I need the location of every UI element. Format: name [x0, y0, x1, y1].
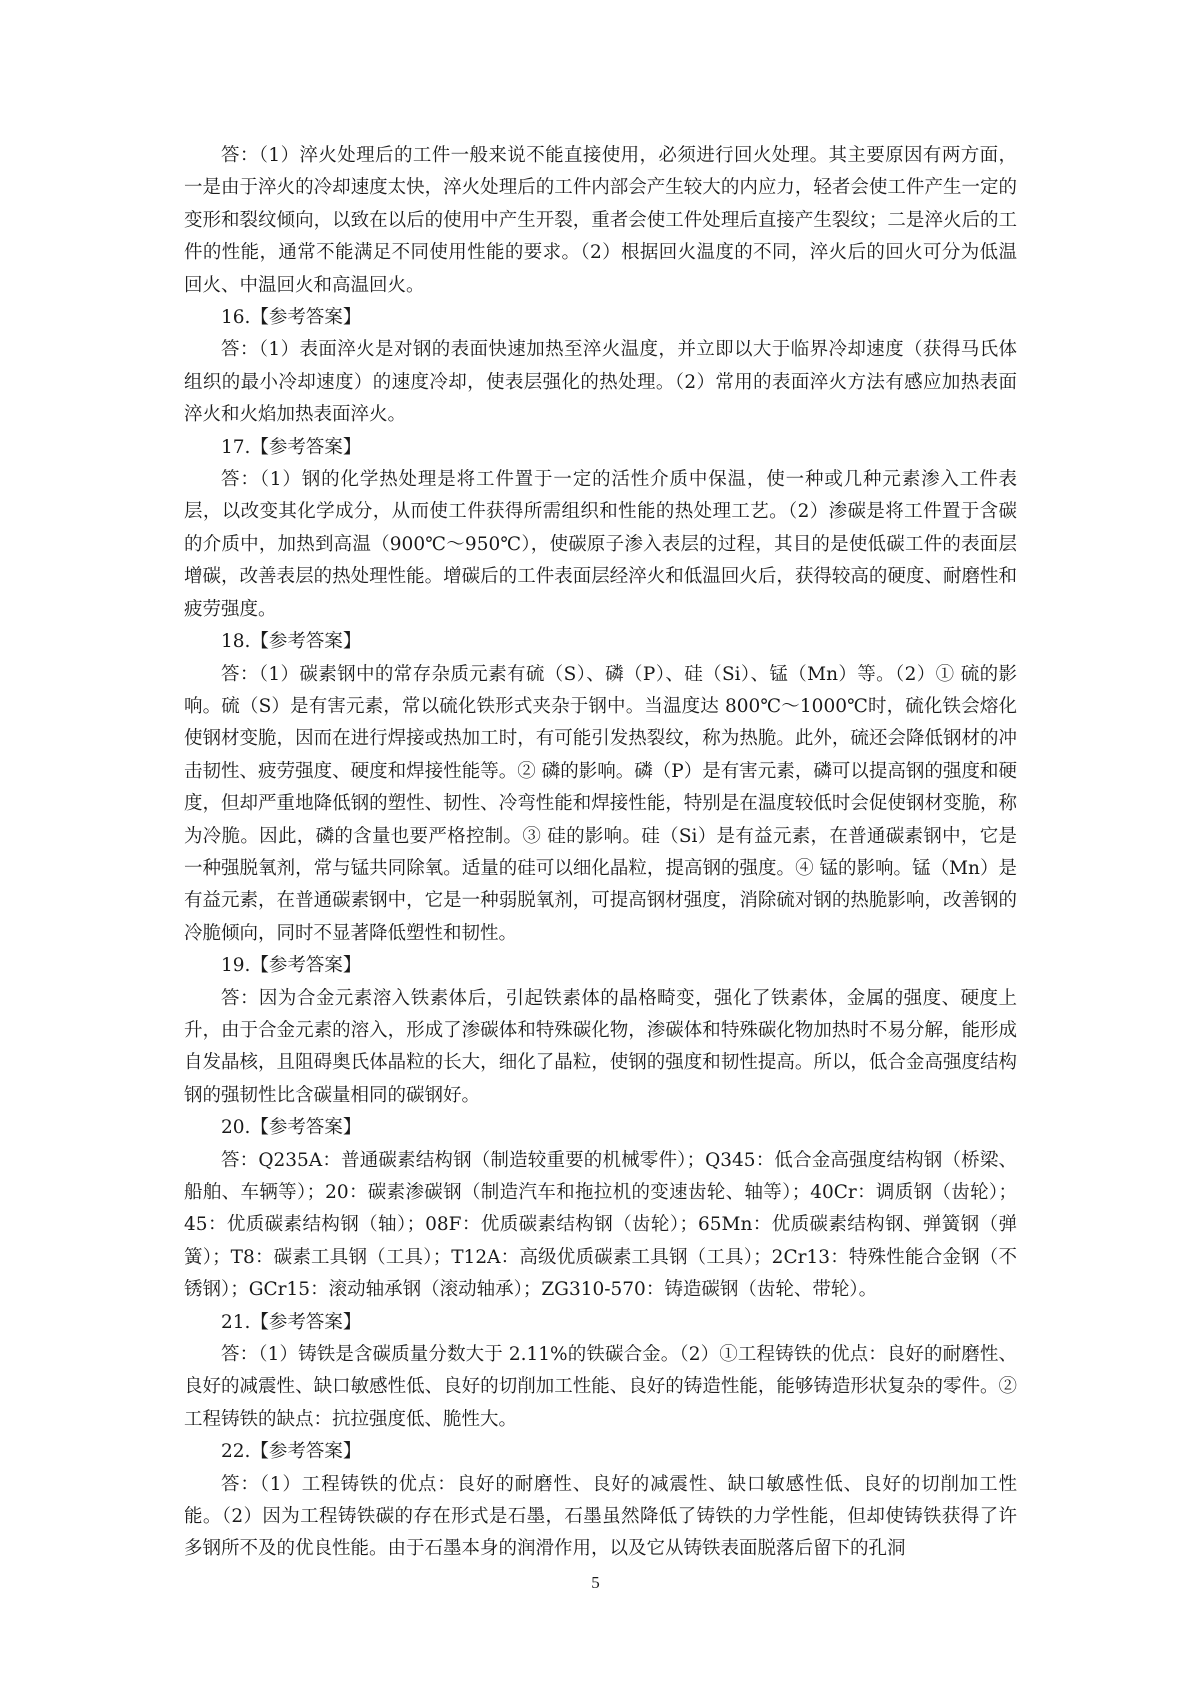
answer-20-heading: 20.【参考答案】: [221, 1117, 362, 1139]
answer-19-heading: 19.【参考答案】: [221, 955, 362, 977]
document-body: [184, 140, 1017, 1566]
answer-15-continuation: 答：（1）淬火处理后的工件一般来说不能直接使用，必须进行回火处理。其主要原因有两方面，一是由于淬火的冷却速度太快，淬火处理后的工件内部会产生较大的内应力，轻者会使工件产生一定的变形和裂纹倾向，以致在以后的使用中产生开裂，重者会使工件处理后直接产生裂纹；二是淬火后的工件的性能，通常不能满足不同使用性能的要求。（2）根据回火温度的不同，淬火后的回火可分为低温回火、中温回火和高温回火。: [184, 145, 1017, 296]
answer-18-heading: 18.【参考答案】: [221, 631, 362, 653]
answer-20-text: 答：Q235A：普通碳素结构钢（制造较重要的机械零件）；Q345：低合金高强度结构钢（桥梁、船舶、车辆等）；20：碳素渗碳钢（制造汽车和拖拉机的变速齿轮、轴等）；40Cr：调质钢（齿轮）；45：优质碳素结构钢（轴）；08F：优质碳素结构钢（齿轮）；65Mn：优质碳素结构钢、弹簧钢（弹簧）；T8：碳素工具钢（工具）；T12A：高级优质碳素工具钢（工具）；2Cr13：特殊性能合金钢（不锈钢）；GCr15：滚动轴承钢（滚动轴承）；ZG310-570：铸造碳钢（齿轮、带轮）。: [184, 1149, 1017, 1301]
answer-21-heading: 21.【参考答案】: [221, 1311, 362, 1333]
answer-16-text: 答：（1）表面淬火是对钢的表面快速加热至淬火温度，并立即以大于临界冷却速度（获得马氏体组织的最小冷却速度）的速度冷却，使表层强化的热处理。（2）常用的表面淬火方法有感应加热表面淬火和火焰加热表面淬火。: [184, 339, 1017, 426]
answer-16-heading: 16.【参考答案】: [221, 307, 362, 329]
answer-17-text: 答：（1）钢的化学热处理是将工件置于一定的活性介质中保温，使一种或几种元素渗入工件表层，以改变其化学成分，从而使工件获得所需组织和性能的热处理工艺。（2）渗碳是将工件置于含碳的介质中，加热到高温（900℃～950℃），使碳原子渗入表层的过程，其目的是使低碳工件的表面层增碳，改善表层的热处理性能。增碳后的工件表面层经淬火和低温回火后，获得较高的硬度、耐磨性和疲劳强度。: [184, 469, 1017, 620]
answer-21-text: 答：（1）铸铁是含碳质量分数大于 2.11%的铁碳合金。（2）①工程铸铁的优点：良好的耐磨性、良好的减震性、缺口敏感性低、良好的切削加工性能、良好的铸造性能，能够铸造形状复杂的零件。②工程铸铁的缺点：抗拉强度低、脆性大。: [184, 1344, 1017, 1430]
answer-19-text: 答：因为合金元素溶入铁素体后，引起铁素体的晶格畸变，强化了铁素体，金属的强度、硬度上升，由于合金元素的溶入，形成了渗碳体和特殊碳化物，渗碳体和特殊碳化物加热时不易分解，能形成自发晶核，且阻碍奥氏体晶粒的长大，细化了晶粒，使钢的强度和韧性提高。所以，低合金高强度结构钢的强韧性比含碳量相同的碳钢好。: [184, 987, 1017, 1106]
answer-22-heading: 22.【参考答案】: [221, 1441, 362, 1463]
answer-17-heading: 17.【参考答案】: [221, 436, 362, 458]
answer-18-text: 答：（1）碳素钢中的常存杂质元素有硫（S）、磷（P）、硅（Si）、锰（Mn）等。（2）① 硫的影响。硫（S）是有害元素，常以硫化铁形式夹杂于钢中。当温度达 800℃～1000℃时，硫化铁会熔化使钢材变脆，因而在进行焊接或热加工时，有可能引发热裂纹，称为热脆。此外，硫还会降低钢材的冲击韧性、疲劳强度、硬度和焊接性能等。② 磷的影响。磷（P）是有害元素，磷可以提高钢的强度和硬度，但却严重地降低钢的塑性、韧性、冷弯性能和焊接性能，特别是在温度较低时会促使钢材变脆，称为冷脆。因此，磷的含量也要严格控制。③ 硅的影响。硅（Si）是有益元素，在普通碳素钢中，它是一种强脱氧剂，常与锰共同除氧。适量的硅可以细化晶粒，提高钢的强度。④ 锰的影响。锰（Mn）是有益元素，在普通碳素钢中，它是一种弱脱氧剂，可提高钢材强度，消除硫对钢的热脆影响，改善钢的冷脆倾向，同时不显著降低塑性和韧性。: [184, 663, 1017, 944]
page-number: 5: [591, 1573, 600, 1592]
answer-22-text: 答：（1）工程铸铁的优点：良好的耐磨性、良好的减震性、缺口敏感性低、良好的切削加工性能。（2）因为工程铸铁碳的存在形式是石墨，石墨虽然降低了铸铁的力学性能，但却使铸铁获得了许多钢所不及的优良性能。由于石墨本身的润滑作用，以及它从铸铁表面脱落后留下的孔洞: [184, 1473, 1017, 1560]
